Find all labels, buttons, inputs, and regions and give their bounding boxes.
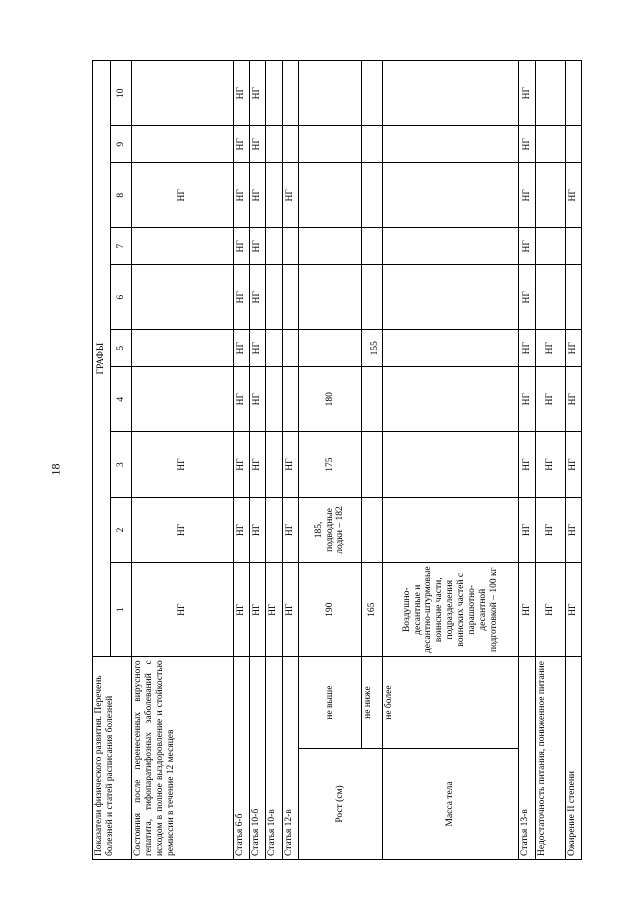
cell-hepatitis-7 <box>132 228 234 265</box>
cell-malnutrition-1: НГ <box>535 563 565 657</box>
cell-s13v-8: НГ <box>519 163 535 228</box>
table-row-s12v <box>282 61 298 860</box>
row-label-s10b: Статья 10-б <box>250 657 266 860</box>
cell-s12v-7 <box>282 228 298 265</box>
cell-height-min-2 <box>362 497 383 562</box>
cell-s10b-7: НГ <box>250 228 266 265</box>
cell-s6b-5: НГ <box>234 330 250 367</box>
cell-mass-9 <box>383 126 519 163</box>
cell-s12v-3: НГ <box>282 432 298 497</box>
cell-obesity-9 <box>565 126 581 163</box>
cell-hepatitis-2: НГ <box>132 497 234 562</box>
cell-obesity-7 <box>565 228 581 265</box>
cell-s10v-10 <box>266 61 282 126</box>
col-header-4: 4 <box>111 367 132 432</box>
row-label-obesity: Ожирение II степени <box>565 657 581 860</box>
col-header-5: 5 <box>111 330 132 367</box>
cell-height-max-7 <box>298 228 362 265</box>
table-row-s10v <box>266 61 282 860</box>
cell-malnutrition-7 <box>535 228 565 265</box>
table-row-s6b <box>234 61 250 860</box>
table-row-obesity <box>565 61 581 860</box>
row-label-s6b: Статья 6-б <box>234 657 250 860</box>
cell-obesity-3: НГ <box>565 432 581 497</box>
cell-malnutrition-6 <box>535 265 565 330</box>
cell-s13v-6: НГ <box>519 265 535 330</box>
cell-s10b-2: НГ <box>250 497 266 562</box>
table-row-height-min <box>362 61 383 860</box>
page-number: 18 <box>48 463 63 476</box>
cell-s13v-9: НГ <box>519 126 535 163</box>
cell-mass-2 <box>383 497 519 562</box>
cell-mass-3 <box>383 432 519 497</box>
cell-obesity-4: НГ <box>565 367 581 432</box>
cell-s10v-3 <box>266 432 282 497</box>
cell-s12v-5 <box>282 330 298 367</box>
cell-mass-4 <box>383 367 519 432</box>
cell-s13v-4: НГ <box>519 367 535 432</box>
cell-malnutrition-8 <box>535 163 565 228</box>
cell-s10b-8: НГ <box>250 163 266 228</box>
cell-height-max-9 <box>298 126 362 163</box>
cell-s10b-9: НГ <box>250 126 266 163</box>
cell-s13v-2: НГ <box>519 497 535 562</box>
cell-s12v-10 <box>282 61 298 126</box>
cell-s10b-4: НГ <box>250 367 266 432</box>
cell-malnutrition-9 <box>535 126 565 163</box>
row-label-s13v: Статья 13-в <box>519 657 535 860</box>
mass-max-label: не более <box>383 657 519 749</box>
cell-hepatitis-4 <box>132 367 234 432</box>
cell-s6b-2: НГ <box>234 497 250 562</box>
row-label-s12v: Статья 12-в <box>282 657 298 860</box>
cell-s10b-10: НГ <box>250 61 266 126</box>
cell-mass-7 <box>383 228 519 265</box>
cell-mass-8 <box>383 163 519 228</box>
cell-s6b-10: НГ <box>234 61 250 126</box>
row-label-height: Рост (см) <box>298 748 382 859</box>
cell-s10b-6: НГ <box>250 265 266 330</box>
cell-obesity-6 <box>565 265 581 330</box>
cell-s10b-1: НГ <box>250 563 266 657</box>
cell-s12v-8: НГ <box>282 163 298 228</box>
col-header-10: 10 <box>111 61 132 126</box>
header-grafy: ГРАФЫ <box>93 61 111 657</box>
table-row-height-max <box>298 61 362 860</box>
cell-height-min-6 <box>362 265 383 330</box>
cell-s6b-9: НГ <box>234 126 250 163</box>
cell-s10v-4 <box>266 367 282 432</box>
cell-s10v-9 <box>266 126 282 163</box>
cell-malnutrition-5: НГ <box>535 330 565 367</box>
header-indicator: Показатели физического развития. Перечень болезней и статей расписания болезней <box>93 657 132 860</box>
table-row-s10b <box>250 61 266 860</box>
cell-malnutrition-4: НГ <box>535 367 565 432</box>
cell-height-max-1: 190 <box>298 563 362 657</box>
table-row-mass <box>383 61 519 860</box>
cell-s12v-1: НГ <box>282 563 298 657</box>
cell-hepatitis-3: НГ <box>132 432 234 497</box>
cell-s10v-7 <box>266 228 282 265</box>
cell-s12v-4 <box>282 367 298 432</box>
cell-height-max-4: 180 <box>298 367 362 432</box>
cell-s13v-7: НГ <box>519 228 535 265</box>
cell-obesity-8: НГ <box>565 163 581 228</box>
cell-s6b-6: НГ <box>234 265 250 330</box>
cell-s10v-6 <box>266 265 282 330</box>
row-label-s10v: Статья 10-в <box>266 657 282 860</box>
cell-mass-5 <box>383 330 519 367</box>
table-row-malnutrition <box>535 61 565 860</box>
cell-height-max-3: 175 <box>298 432 362 497</box>
cell-height-max-10 <box>298 61 362 126</box>
cell-height-min-10 <box>362 61 383 126</box>
cell-s6b-3: НГ <box>234 432 250 497</box>
cell-s10v-8 <box>266 163 282 228</box>
cell-malnutrition-3: НГ <box>535 432 565 497</box>
cell-height-min-1: 165 <box>362 563 383 657</box>
cell-mass-1: Воздушно-десантные и десантно-штурмовые воинские части, подразделения воинских частей с парашютно-десантной подготовкой – 100 кг <box>383 563 519 657</box>
table-row-s13v <box>519 61 535 860</box>
fitness-categories-table <box>92 60 582 860</box>
cell-malnutrition-10 <box>535 61 565 126</box>
row-label-mass: Масса тела <box>383 748 519 859</box>
cell-s13v-1: НГ <box>519 563 535 657</box>
cell-s10v-2 <box>266 497 282 562</box>
cell-s12v-9 <box>282 126 298 163</box>
cell-obesity-1: НГ <box>565 563 581 657</box>
cell-s10v-5 <box>266 330 282 367</box>
col-header-8: 8 <box>111 163 132 228</box>
cell-s6b-7: НГ <box>234 228 250 265</box>
cell-s12v-2: НГ <box>282 497 298 562</box>
cell-height-min-7 <box>362 228 383 265</box>
cell-s6b-4: НГ <box>234 367 250 432</box>
cell-obesity-2: НГ <box>565 497 581 562</box>
cell-s12v-6 <box>282 265 298 330</box>
cell-height-min-3 <box>362 432 383 497</box>
cell-s10v-1: НГ <box>266 563 282 657</box>
cell-hepatitis-5 <box>132 330 234 367</box>
cell-mass-10 <box>383 61 519 126</box>
cell-height-min-8 <box>362 163 383 228</box>
cell-hepatitis-9 <box>132 126 234 163</box>
col-header-7: 7 <box>111 228 132 265</box>
cell-s6b-8: НГ <box>234 163 250 228</box>
cell-height-max-8 <box>298 163 362 228</box>
cell-s10b-5: НГ <box>250 330 266 367</box>
row-label-hepatitis: Состояния после перенесенных вирусного гепатита, тифопаратифозных заболеваний с исходом в полное выздоровление и стойкостью ремиссии в течение 12 месяцев <box>132 657 234 860</box>
row-label-malnutrition: Недостаточность питания, пониженное питание <box>535 657 565 860</box>
cell-hepatitis-6 <box>132 265 234 330</box>
col-header-2: 2 <box>111 497 132 562</box>
cell-s13v-3: НГ <box>519 432 535 497</box>
cell-height-max-2: 185, подводные лодки – 182 <box>298 497 362 562</box>
cell-height-min-4 <box>362 367 383 432</box>
cell-height-max-5 <box>298 330 362 367</box>
cell-hepatitis-8: НГ <box>132 163 234 228</box>
cell-s13v-5: НГ <box>519 330 535 367</box>
table-row-hepatitis <box>132 61 234 860</box>
rotated-table-container <box>92 60 582 860</box>
cell-malnutrition-2: НГ <box>535 497 565 562</box>
cell-s10b-3: НГ <box>250 432 266 497</box>
height-max-label: не выше <box>298 657 362 749</box>
cell-mass-6 <box>383 265 519 330</box>
cell-height-min-9 <box>362 126 383 163</box>
cell-obesity-10 <box>565 61 581 126</box>
col-header-9: 9 <box>111 126 132 163</box>
col-header-6: 6 <box>111 265 132 330</box>
cell-hepatitis-1: НГ <box>132 563 234 657</box>
col-header-1: 1 <box>111 563 132 657</box>
cell-s6b-1: НГ <box>234 563 250 657</box>
cell-s13v-10: НГ <box>519 61 535 126</box>
cell-height-max-6 <box>298 265 362 330</box>
height-min-label: не ниже <box>362 657 383 749</box>
cell-obesity-5: НГ <box>565 330 581 367</box>
cell-hepatitis-10 <box>132 61 234 126</box>
col-header-3: 3 <box>111 432 132 497</box>
cell-height-min-5: 155 <box>362 330 383 367</box>
